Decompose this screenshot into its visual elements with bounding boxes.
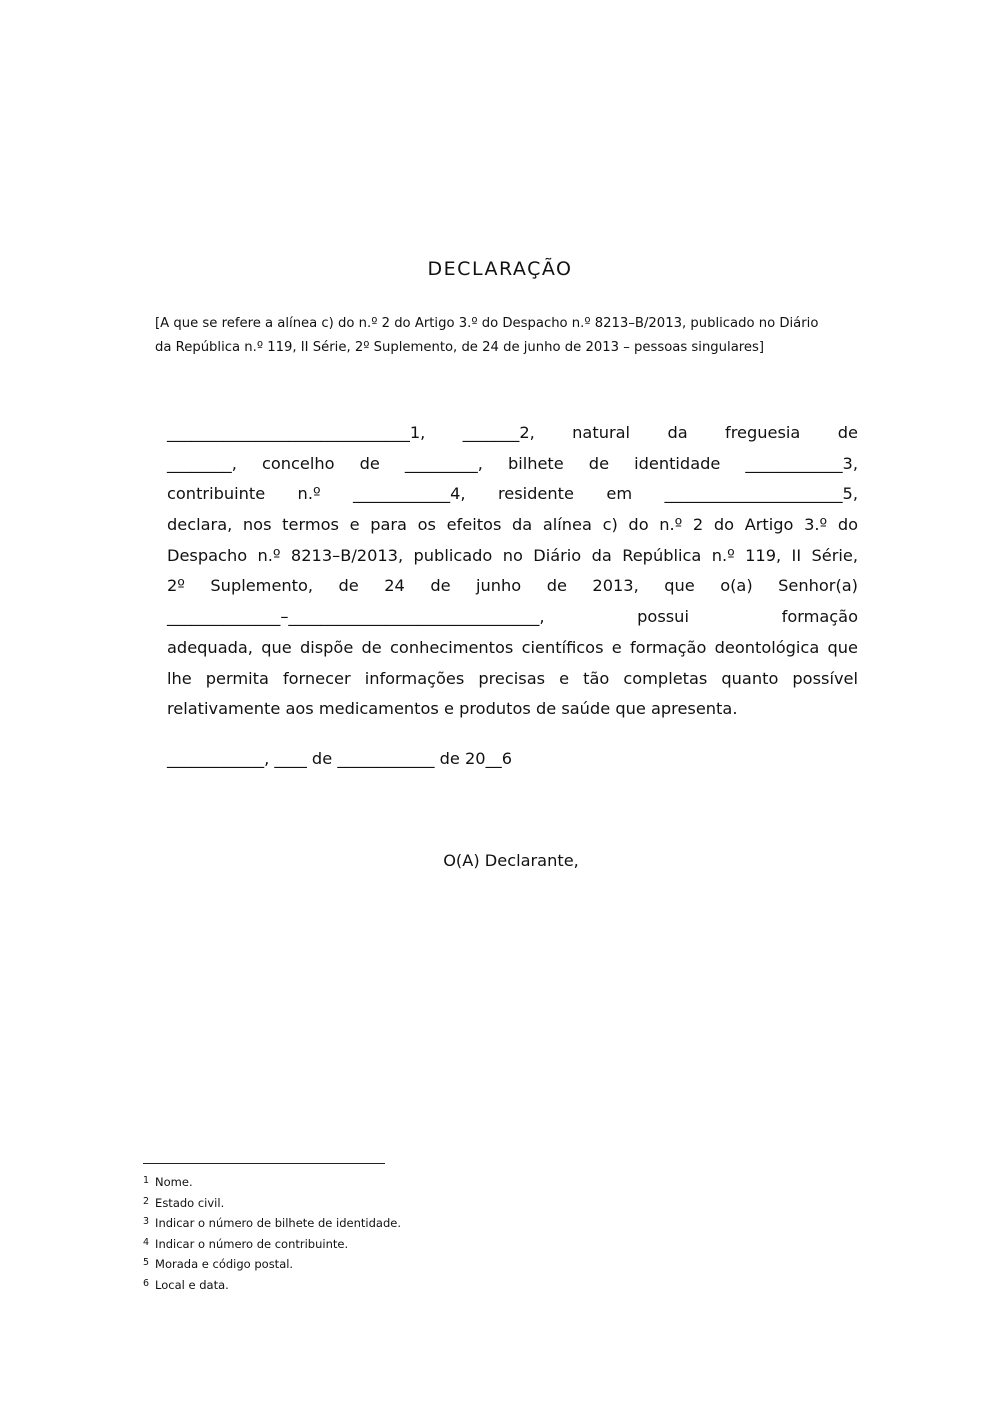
footnote-text: Nome. xyxy=(155,1175,193,1189)
footnote-text: Indicar o número de contribuinte. xyxy=(155,1236,349,1251)
subtitle-line: da República n.º 119, II Série, 2º Suplemento, de 24 de junho de 2013 – pessoas singulares] xyxy=(155,340,765,355)
footnote-number: 3 xyxy=(143,1216,150,1227)
footnote xyxy=(143,1213,401,1234)
body-line: declara, nos termos e para os efeitos da alínea c) do n.º 2 do Artigo 3.º do xyxy=(167,515,858,535)
footnotes xyxy=(143,1172,401,1295)
declaration-body xyxy=(167,418,858,725)
footnote-number: 1 xyxy=(143,1175,150,1186)
signature-label: O(A) Declarante, xyxy=(443,851,579,870)
body-line: contribuinte n.º ____________4, residente em ______________________5, xyxy=(167,484,858,504)
footnote-number: 5 xyxy=(143,1257,150,1268)
footnote xyxy=(143,1275,401,1296)
footnote xyxy=(143,1234,401,1255)
body-line: 2º Suplemento, de 24 de junho de 2013, que o(a) Senhor(a) xyxy=(167,576,858,596)
footnote-number: 2 xyxy=(143,1195,150,1207)
body-line: ______________–_______________________________, possui formação xyxy=(167,607,858,627)
footnote-text: Morada e código postal. xyxy=(155,1257,294,1271)
date-line: ____________, ____ de ____________ de 20__6 xyxy=(167,749,513,768)
footnote-text: Indicar o número de bilhete de identidade. xyxy=(155,1216,401,1230)
footnote-number: 4 xyxy=(143,1236,150,1248)
footnote-divider xyxy=(143,1163,385,1164)
footnote xyxy=(143,1193,401,1214)
footnote xyxy=(143,1172,401,1193)
footnote-text: Estado civil. xyxy=(155,1195,225,1210)
body-line: Despacho n.º 8213–B/2013, publicado no Diário da República n.º 119, II Série, xyxy=(167,545,858,565)
footnote xyxy=(143,1254,401,1275)
footnote-text: Local e data. xyxy=(155,1277,229,1292)
body-line: adequada, que dispõe de conhecimentos científicos e formação deontológica que xyxy=(167,637,858,657)
subtitle-line: [A que se refere a alínea c) do n.º 2 do Artigo 3.º do Despacho n.º 8213–B/2013, publicado no Diário xyxy=(155,316,819,331)
body-line: relativamente aos medicamentos e produtos de saúde que apresenta. xyxy=(167,699,738,719)
body-line: ______________________________1, _______2, natural da freguesia de xyxy=(167,423,858,442)
document-title: DECLARAÇÃO xyxy=(427,258,573,280)
document-subtitle xyxy=(155,312,861,360)
body-line: ________, concelho de _________, bilhete de identidade ____________3, xyxy=(167,453,858,473)
footnote-number: 6 xyxy=(143,1277,150,1289)
body-line: lhe permita fornecer informações precisas e tão completas quanto possível xyxy=(167,668,858,688)
